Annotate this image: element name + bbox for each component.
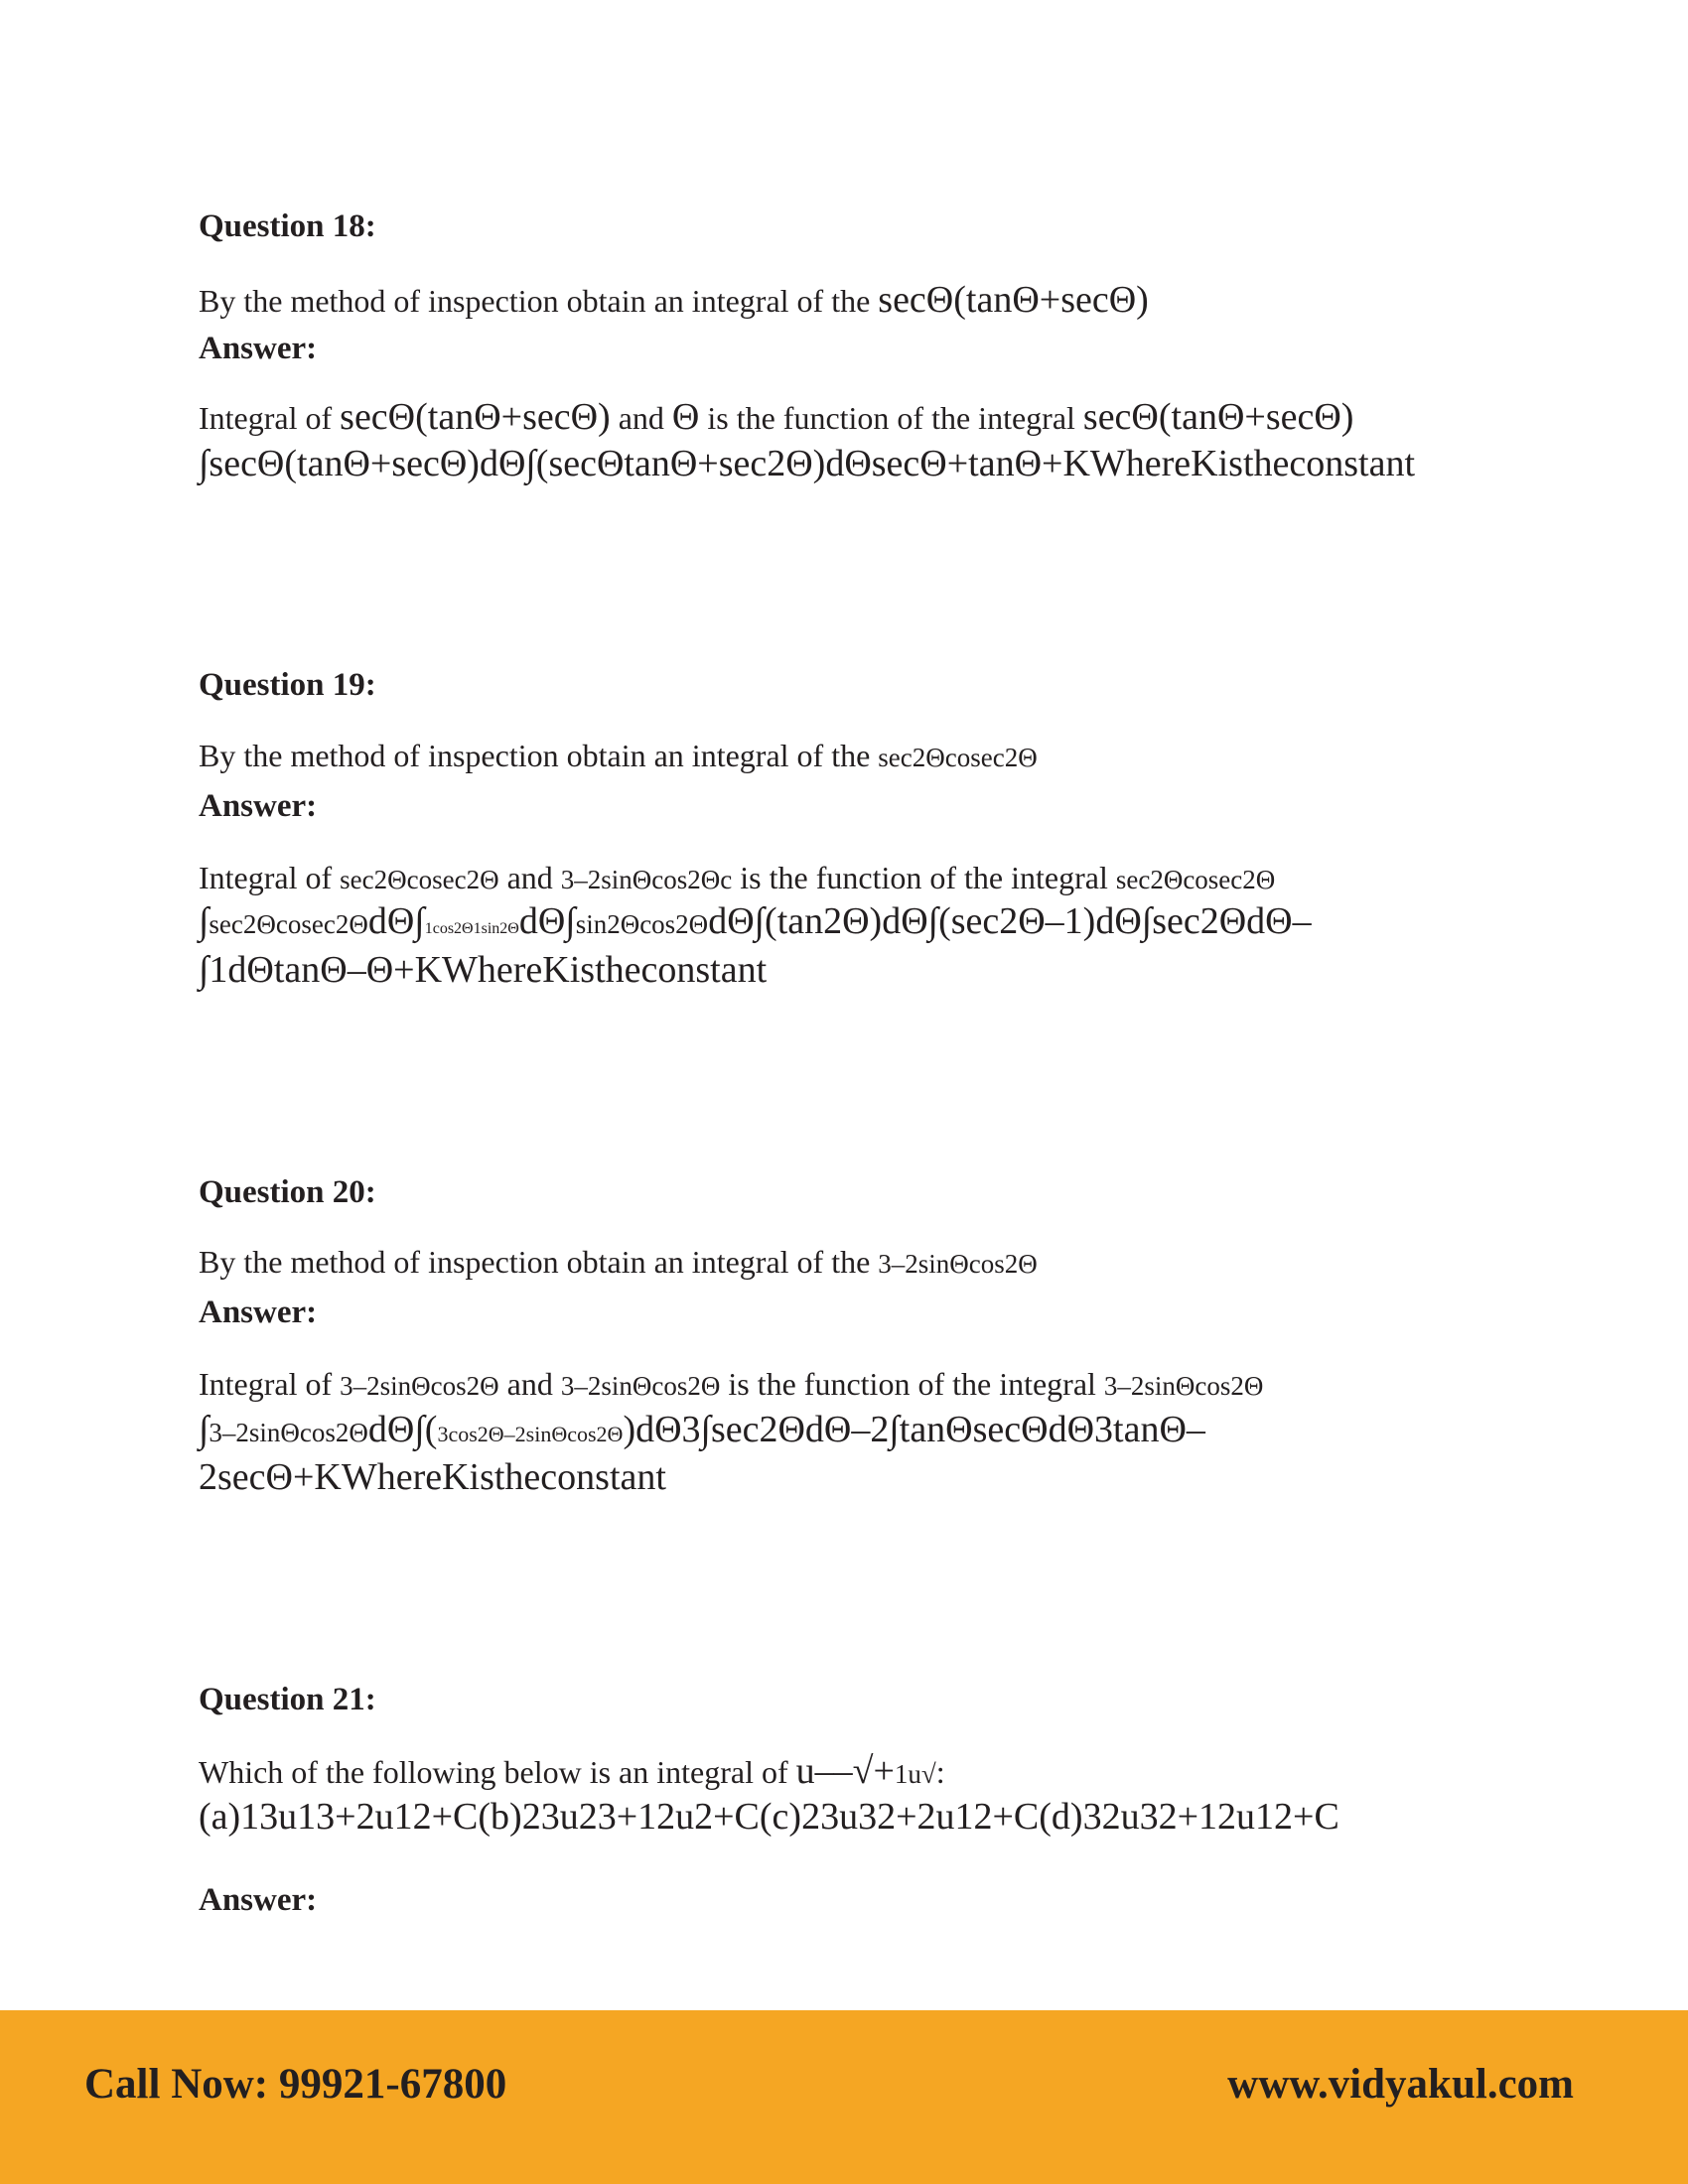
prompt-text: By the method of inspection obtain an integral of the xyxy=(199,1244,871,1280)
answer-math: dΘ∫(tan2Θ)dΘ∫(sec2Θ–1)dΘ∫sec2ΘdΘ– xyxy=(708,900,1312,942)
question-19-answer-label: Answer: xyxy=(199,788,318,824)
question-20-answer-line-1 xyxy=(199,1366,1263,1403)
answer-text: and xyxy=(506,1366,553,1402)
answer-math: 3–2sinΘcos2Θc xyxy=(560,865,733,894)
prompt-math: 3–2sinΘcos2Θ xyxy=(878,1249,1038,1279)
answer-text: is the function of the integral xyxy=(740,860,1108,895)
answer-text: Integral of xyxy=(199,400,333,436)
answer-text: Integral of xyxy=(199,860,333,895)
question-21-options: (a)13u13+2u12+C(b)23u23+12u2+C(c)23u32+2u12+C(d)32u32+12u12+C xyxy=(199,1796,1339,1838)
question-19-heading: Question 19: xyxy=(199,667,376,703)
prompt-text: By the method of inspection obtain an integral of the xyxy=(199,283,871,319)
answer-math: sin2Θcos2Θ xyxy=(575,909,709,939)
question-19-answer-line-3: ∫1dΘtanΘ–Θ+KWhereKistheconstant xyxy=(199,949,768,991)
prompt-math: u––√+ xyxy=(795,1750,895,1792)
integral-sign: ∫ xyxy=(199,1409,210,1450)
question-20-prompt xyxy=(199,1244,1038,1281)
question-21-prompt xyxy=(199,1749,945,1793)
answer-math: sec2Θcosec2Θ xyxy=(209,909,368,939)
question-20-answer-line-2 xyxy=(199,1408,1205,1451)
answer-math: 1cos2Θ1sin2Θ xyxy=(424,920,519,937)
question-18-answer-line-1 xyxy=(199,395,1353,439)
answer-math: dΘ∫ xyxy=(367,900,425,942)
answer-math: 3–2sinΘcos2Θ xyxy=(1103,1371,1264,1401)
website-link[interactable]: www.vidyakul.com xyxy=(1227,2061,1574,2108)
footer-banner xyxy=(0,2010,1688,2184)
prompt-math: sec2Θcosec2Θ xyxy=(878,743,1038,772)
answer-math: Θ xyxy=(671,396,700,438)
prompt-math: 1u√ xyxy=(894,1759,936,1789)
prompt-text: : xyxy=(935,1754,945,1790)
call-now-phone[interactable]: Call Now: 99921-67800 xyxy=(84,2061,507,2108)
question-18-prompt xyxy=(199,278,1149,322)
question-19-prompt xyxy=(199,738,1038,774)
question-20-heading: Question 20: xyxy=(199,1174,376,1210)
prompt-text: By the method of inspection obtain an integral of the xyxy=(199,738,871,773)
answer-text: is the function of the integral xyxy=(707,400,1075,436)
answer-math: 3–2sinΘcos2Θ xyxy=(340,1371,499,1401)
answer-math: 3–2sinΘcos2Θ xyxy=(209,1418,368,1447)
question-20-answer-line-3: 2secΘ+KWhereKistheconstant xyxy=(199,1456,666,1498)
question-21-heading: Question 21: xyxy=(199,1682,376,1717)
answer-math: sec2Θcosec2Θ xyxy=(340,865,499,894)
answer-text: is the function of the integral xyxy=(728,1366,1096,1402)
question-20-answer-label: Answer: xyxy=(199,1295,318,1330)
answer-math: )dΘ3∫sec2ΘdΘ–2∫tanΘsecΘdΘ3tanΘ– xyxy=(623,1409,1205,1450)
answer-math: 3–2sinΘcos2Θ xyxy=(560,1371,721,1401)
question-18-answer-line-2: ∫secΘ(tanΘ+secΘ)dΘ∫(secΘtanΘ+sec2Θ)dΘsecΘ+tanΘ+KWhereKistheconstant xyxy=(199,443,1415,484)
answer-math: secΘ(tanΘ+secΘ) xyxy=(1082,396,1354,438)
answer-text: and xyxy=(506,860,553,895)
answer-math: dΘ∫( xyxy=(367,1409,438,1450)
answer-text: Integral of xyxy=(199,1366,333,1402)
question-19-answer-line-2 xyxy=(199,899,1312,943)
question-18-answer-label: Answer: xyxy=(199,331,318,366)
prompt-math: secΘ(tanΘ+secΘ) xyxy=(878,279,1149,321)
integral-sign: ∫ xyxy=(199,900,210,942)
answer-math: 3cos2Θ–2sinΘcos2Θ xyxy=(437,1422,624,1446)
prompt-text: Which of the following below is an integral of xyxy=(199,1754,788,1790)
answer-math: sec2Θcosec2Θ xyxy=(1115,865,1276,894)
answer-text: and xyxy=(618,400,664,436)
answer-math: secΘ(tanΘ+secΘ) xyxy=(340,396,611,438)
question-18-heading: Question 18: xyxy=(199,208,376,244)
answer-math: dΘ∫ xyxy=(518,900,576,942)
question-21-answer-label: Answer: xyxy=(199,1882,318,1918)
question-19-answer-line-1 xyxy=(199,860,1275,896)
